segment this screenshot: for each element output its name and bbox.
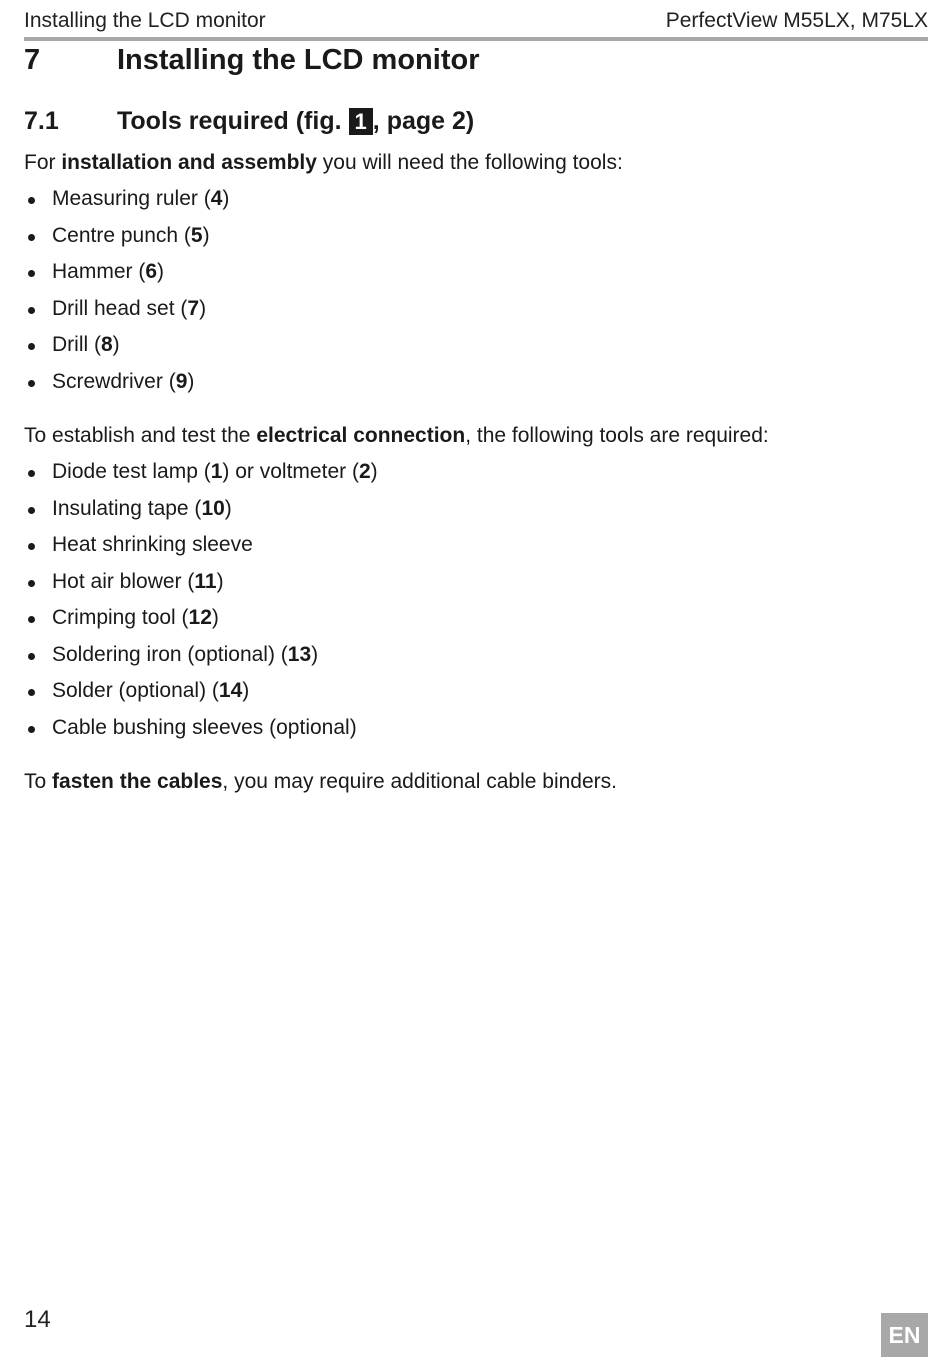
cable-binders-paragraph — [24, 767, 617, 797]
header-divider — [24, 37, 928, 41]
outro-text-after: , you may require additional cable binders. — [222, 770, 617, 793]
list-item: Insulating tape (10) — [24, 491, 378, 528]
page-number: 14 — [24, 1306, 51, 1333]
section-heading — [24, 42, 480, 78]
electrical-tools-list — [24, 454, 378, 746]
intro1-text-before: For — [24, 151, 62, 174]
outro-text-before: To — [24, 770, 53, 793]
subsection-title-prefix: Tools required (fig. — [117, 106, 342, 135]
list-item: Centre punch (5) — [24, 218, 229, 255]
list-item: Measuring ruler (4) — [24, 181, 229, 218]
page-header — [24, 6, 928, 36]
intro-electrical-paragraph — [24, 421, 769, 451]
language-badge: EN — [881, 1313, 928, 1357]
header-product-name: PerfectView M55LX, M75LX — [665, 9, 928, 32]
list-item: Cable bushing sleeves (optional) — [24, 710, 378, 747]
intro1-bold-text: installation and assembly — [61, 151, 317, 174]
list-item: Soldering iron (optional) (13) — [24, 637, 378, 674]
intro1-text-after: you will need the following tools: — [316, 151, 623, 174]
section-number: 7 — [24, 43, 41, 76]
header-section-title: Installing the LCD monitor — [24, 9, 266, 32]
list-item: Heat shrinking sleeve — [24, 527, 378, 564]
subsection-heading — [24, 104, 474, 138]
list-item: Diode test lamp (1) or voltmeter (2) — [24, 454, 378, 491]
installation-tools-list — [24, 181, 229, 400]
list-item: Drill (8) — [24, 327, 229, 364]
section-title: Installing the LCD monitor — [117, 43, 480, 76]
intro2-bold-text: electrical connection — [256, 424, 466, 447]
list-item: Crimping tool (12) — [24, 600, 378, 637]
outro-bold-text: fasten the cables — [52, 770, 223, 793]
intro2-text-before: To establish and test the — [24, 424, 257, 447]
list-item: Hot air blower (11) — [24, 564, 378, 601]
subsection-number: 7.1 — [24, 106, 59, 135]
intro-installation-paragraph — [24, 148, 623, 178]
list-item: Hammer (6) — [24, 254, 229, 291]
intro2-text-after: , the following tools are required: — [465, 424, 769, 447]
subsection-title-suffix: , page 2) — [372, 106, 475, 135]
figure-reference-badge: 1 — [349, 108, 373, 135]
list-item: Screwdriver (9) — [24, 364, 229, 401]
list-item: Solder (optional) (14) — [24, 673, 378, 710]
list-item: Drill head set (7) — [24, 291, 229, 328]
